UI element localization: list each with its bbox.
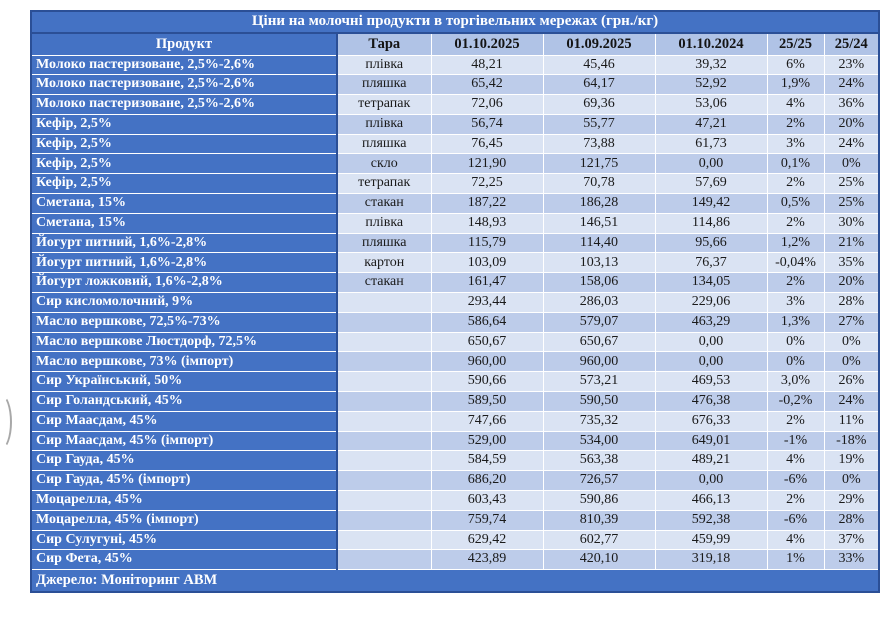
- value-cell: 45,46: [543, 55, 655, 75]
- value-cell: 0,00: [655, 332, 767, 352]
- table-row: [31, 471, 879, 491]
- table-row: [31, 253, 879, 273]
- table-row: [31, 55, 879, 75]
- value-cell: 4%: [767, 95, 824, 115]
- packaging-cell: [337, 332, 431, 352]
- value-cell: 6%: [767, 55, 824, 75]
- packaging-cell: [337, 510, 431, 530]
- value-cell: 650,67: [543, 332, 655, 352]
- value-cell: 3%: [767, 134, 824, 154]
- table-row: [31, 431, 879, 451]
- product-cell: Йогурт питний, 1,6%-2,8%: [31, 233, 337, 253]
- column-header-date-prev-year: 01.10.2024: [655, 33, 767, 55]
- value-cell: 76,45: [431, 134, 543, 154]
- table-row: [31, 352, 879, 372]
- value-cell: 3,0%: [767, 372, 824, 392]
- value-cell: 0,1%: [767, 154, 824, 174]
- value-cell: 72,25: [431, 174, 543, 194]
- column-header-date-prev-month: 01.09.2025: [543, 33, 655, 55]
- value-cell: 186,28: [543, 194, 655, 214]
- product-cell: Сир Голандський, 45%: [31, 392, 337, 412]
- column-header-change-yoy: 25/24: [824, 33, 879, 55]
- table-row: [31, 114, 879, 134]
- value-cell: 95,66: [655, 233, 767, 253]
- table-row: [31, 550, 879, 570]
- title-row: [31, 11, 879, 33]
- value-cell: 592,38: [655, 510, 767, 530]
- product-cell: Сир Гауда, 45% (імпорт): [31, 471, 337, 491]
- value-cell: 73,88: [543, 134, 655, 154]
- product-cell: Йогурт ложковий, 1,6%-2,8%: [31, 273, 337, 293]
- packaging-cell: [337, 471, 431, 491]
- value-cell: 72,06: [431, 95, 543, 115]
- value-cell: 1,3%: [767, 312, 824, 332]
- packaging-cell: пляшка: [337, 75, 431, 95]
- value-cell: 48,21: [431, 55, 543, 75]
- value-cell: 0,5%: [767, 194, 824, 214]
- value-cell: 1%: [767, 550, 824, 570]
- value-cell: 1,2%: [767, 233, 824, 253]
- value-cell: 103,13: [543, 253, 655, 273]
- table-row: [31, 510, 879, 530]
- value-cell: 2%: [767, 411, 824, 431]
- value-cell: 602,77: [543, 530, 655, 550]
- value-cell: -0,04%: [767, 253, 824, 273]
- value-cell: 0%: [824, 352, 879, 372]
- value-cell: 469,53: [655, 372, 767, 392]
- value-cell: 589,50: [431, 392, 543, 412]
- value-cell: 459,99: [655, 530, 767, 550]
- value-cell: 23%: [824, 55, 879, 75]
- value-cell: 65,42: [431, 75, 543, 95]
- value-cell: 229,06: [655, 293, 767, 313]
- product-cell: Кефір, 2,5%: [31, 134, 337, 154]
- column-header-change-mom: 25/25: [767, 33, 824, 55]
- packaging-cell: пляшка: [337, 134, 431, 154]
- value-cell: 70,78: [543, 174, 655, 194]
- value-cell: 161,47: [431, 273, 543, 293]
- value-cell: 35%: [824, 253, 879, 273]
- product-cell: Сметана, 15%: [31, 194, 337, 214]
- product-cell: Масло вершкове, 73% (імпорт): [31, 352, 337, 372]
- value-cell: 76,37: [655, 253, 767, 273]
- value-cell: 37%: [824, 530, 879, 550]
- packaging-cell: [337, 293, 431, 313]
- value-cell: 53,06: [655, 95, 767, 115]
- table-row: [31, 273, 879, 293]
- packaging-cell: скло: [337, 154, 431, 174]
- value-cell: 0,00: [655, 352, 767, 372]
- value-cell: 19%: [824, 451, 879, 471]
- value-cell: 149,42: [655, 194, 767, 214]
- table-source: Джерело: Моніторинг АВМ: [31, 570, 879, 592]
- value-cell: 463,29: [655, 312, 767, 332]
- table-row: [31, 451, 879, 471]
- table-row: [31, 530, 879, 550]
- value-cell: 650,67: [431, 332, 543, 352]
- value-cell: 69,36: [543, 95, 655, 115]
- product-cell: Кефір, 2,5%: [31, 154, 337, 174]
- value-cell: -6%: [767, 510, 824, 530]
- value-cell: 2%: [767, 273, 824, 293]
- value-cell: 134,05: [655, 273, 767, 293]
- packaging-cell: [337, 550, 431, 570]
- value-cell: -1%: [767, 431, 824, 451]
- table-body: [31, 55, 879, 570]
- value-cell: 676,33: [655, 411, 767, 431]
- dairy-prices-table: [30, 10, 880, 593]
- value-cell: 24%: [824, 392, 879, 412]
- packaging-cell: [337, 392, 431, 412]
- table-row: [31, 154, 879, 174]
- value-cell: 187,22: [431, 194, 543, 214]
- value-cell: 573,21: [543, 372, 655, 392]
- value-cell: 629,42: [431, 530, 543, 550]
- value-cell: 0%: [824, 471, 879, 491]
- table-row: [31, 312, 879, 332]
- value-cell: 25%: [824, 174, 879, 194]
- value-cell: -0,2%: [767, 392, 824, 412]
- value-cell: 466,13: [655, 491, 767, 511]
- value-cell: 146,51: [543, 213, 655, 233]
- value-cell: -6%: [767, 471, 824, 491]
- table-row: [31, 392, 879, 412]
- value-cell: 686,20: [431, 471, 543, 491]
- value-cell: 2%: [767, 213, 824, 233]
- value-cell: 47,21: [655, 114, 767, 134]
- value-cell: 0,00: [655, 471, 767, 491]
- packaging-cell: [337, 352, 431, 372]
- product-cell: Сир Сулугуні, 45%: [31, 530, 337, 550]
- value-cell: 0%: [824, 154, 879, 174]
- value-cell: 28%: [824, 510, 879, 530]
- product-cell: Сир Маасдам, 45%: [31, 411, 337, 431]
- product-cell: Масло вершкове, 72,5%-73%: [31, 312, 337, 332]
- value-cell: -18%: [824, 431, 879, 451]
- column-header-product: Продукт: [31, 33, 337, 55]
- value-cell: 603,43: [431, 491, 543, 511]
- value-cell: 121,75: [543, 154, 655, 174]
- value-cell: 286,03: [543, 293, 655, 313]
- value-cell: 30%: [824, 213, 879, 233]
- table-row: [31, 95, 879, 115]
- table-row: [31, 411, 879, 431]
- value-cell: 55,77: [543, 114, 655, 134]
- value-cell: 293,44: [431, 293, 543, 313]
- value-cell: 52,92: [655, 75, 767, 95]
- value-cell: 4%: [767, 530, 824, 550]
- packaging-cell: плівка: [337, 114, 431, 134]
- value-cell: 319,18: [655, 550, 767, 570]
- value-cell: 103,09: [431, 253, 543, 273]
- watermark-curve: [0, 394, 12, 450]
- value-cell: 3%: [767, 293, 824, 313]
- value-cell: 26%: [824, 372, 879, 392]
- value-cell: 586,64: [431, 312, 543, 332]
- value-cell: 57,69: [655, 174, 767, 194]
- packaging-cell: [337, 431, 431, 451]
- value-cell: 64,17: [543, 75, 655, 95]
- value-cell: 114,86: [655, 213, 767, 233]
- value-cell: 27%: [824, 312, 879, 332]
- value-cell: 24%: [824, 75, 879, 95]
- value-cell: 2%: [767, 174, 824, 194]
- value-cell: 423,89: [431, 550, 543, 570]
- value-cell: 534,00: [543, 431, 655, 451]
- product-cell: Моцарелла, 45%: [31, 491, 337, 511]
- packaging-cell: стакан: [337, 273, 431, 293]
- table-row: [31, 174, 879, 194]
- table-row: [31, 233, 879, 253]
- value-cell: 590,86: [543, 491, 655, 511]
- value-cell: 759,74: [431, 510, 543, 530]
- value-cell: 20%: [824, 273, 879, 293]
- header-row: [31, 33, 879, 55]
- value-cell: 590,50: [543, 392, 655, 412]
- packaging-cell: [337, 372, 431, 392]
- value-cell: 121,90: [431, 154, 543, 174]
- value-cell: 158,06: [543, 273, 655, 293]
- value-cell: 33%: [824, 550, 879, 570]
- value-cell: 4%: [767, 451, 824, 471]
- value-cell: 529,00: [431, 431, 543, 451]
- product-cell: Масло вершкове Люстдорф, 72,5%: [31, 332, 337, 352]
- price-table: [30, 10, 880, 593]
- packaging-cell: плівка: [337, 55, 431, 75]
- packaging-cell: пляшка: [337, 233, 431, 253]
- value-cell: 584,59: [431, 451, 543, 471]
- table-row: [31, 491, 879, 511]
- packaging-cell: [337, 491, 431, 511]
- value-cell: 810,39: [543, 510, 655, 530]
- value-cell: 726,57: [543, 471, 655, 491]
- packaging-cell: [337, 530, 431, 550]
- product-cell: Моцарелла, 45% (імпорт): [31, 510, 337, 530]
- value-cell: 24%: [824, 134, 879, 154]
- packaging-cell: стакан: [337, 194, 431, 214]
- product-cell: Кефір, 2,5%: [31, 174, 337, 194]
- packaging-cell: картон: [337, 253, 431, 273]
- table-title: Ціни на молочні продукти в торгівельних мережах (грн./кг): [31, 11, 879, 33]
- table-row: [31, 293, 879, 313]
- value-cell: 36%: [824, 95, 879, 115]
- product-cell: Сир кисломолочний, 9%: [31, 293, 337, 313]
- value-cell: 29%: [824, 491, 879, 511]
- table-row: [31, 194, 879, 214]
- value-cell: 489,21: [655, 451, 767, 471]
- value-cell: 579,07: [543, 312, 655, 332]
- table-row: [31, 332, 879, 352]
- product-cell: Сир Гауда, 45%: [31, 451, 337, 471]
- packaging-cell: [337, 411, 431, 431]
- value-cell: 21%: [824, 233, 879, 253]
- packaging-cell: [337, 451, 431, 471]
- value-cell: 11%: [824, 411, 879, 431]
- value-cell: 590,66: [431, 372, 543, 392]
- product-cell: Кефір, 2,5%: [31, 114, 337, 134]
- value-cell: 39,32: [655, 55, 767, 75]
- product-cell: Йогурт питний, 1,6%-2,8%: [31, 253, 337, 273]
- table-row: [31, 134, 879, 154]
- value-cell: 960,00: [431, 352, 543, 372]
- packaging-cell: [337, 312, 431, 332]
- value-cell: 61,73: [655, 134, 767, 154]
- product-cell: Сир Український, 50%: [31, 372, 337, 392]
- value-cell: 0%: [767, 332, 824, 352]
- packaging-cell: тетрапак: [337, 95, 431, 115]
- value-cell: 735,32: [543, 411, 655, 431]
- footer-row: [31, 570, 879, 592]
- value-cell: 747,66: [431, 411, 543, 431]
- product-cell: Сметана, 15%: [31, 213, 337, 233]
- value-cell: 2%: [767, 491, 824, 511]
- value-cell: 148,93: [431, 213, 543, 233]
- packaging-cell: плівка: [337, 213, 431, 233]
- value-cell: 420,10: [543, 550, 655, 570]
- value-cell: 0%: [824, 332, 879, 352]
- value-cell: 114,40: [543, 233, 655, 253]
- table-row: [31, 213, 879, 233]
- value-cell: 20%: [824, 114, 879, 134]
- value-cell: 56,74: [431, 114, 543, 134]
- table-row: [31, 75, 879, 95]
- value-cell: 25%: [824, 194, 879, 214]
- column-header-date-current: 01.10.2025: [431, 33, 543, 55]
- product-cell: Молоко пастеризоване, 2,5%-2,6%: [31, 55, 337, 75]
- value-cell: 0%: [767, 352, 824, 372]
- value-cell: 649,01: [655, 431, 767, 451]
- value-cell: 960,00: [543, 352, 655, 372]
- product-cell: Молоко пастеризоване, 2,5%-2,6%: [31, 75, 337, 95]
- column-header-packaging: Тара: [337, 33, 431, 55]
- value-cell: 2%: [767, 114, 824, 134]
- value-cell: 476,38: [655, 392, 767, 412]
- value-cell: 1,9%: [767, 75, 824, 95]
- value-cell: 28%: [824, 293, 879, 313]
- value-cell: 115,79: [431, 233, 543, 253]
- product-cell: Сир Маасдам, 45% (імпорт): [31, 431, 337, 451]
- value-cell: 0,00: [655, 154, 767, 174]
- value-cell: 563,38: [543, 451, 655, 471]
- product-cell: Сир Фета, 45%: [31, 550, 337, 570]
- table-row: [31, 372, 879, 392]
- packaging-cell: тетрапак: [337, 174, 431, 194]
- product-cell: Молоко пастеризоване, 2,5%-2,6%: [31, 95, 337, 115]
